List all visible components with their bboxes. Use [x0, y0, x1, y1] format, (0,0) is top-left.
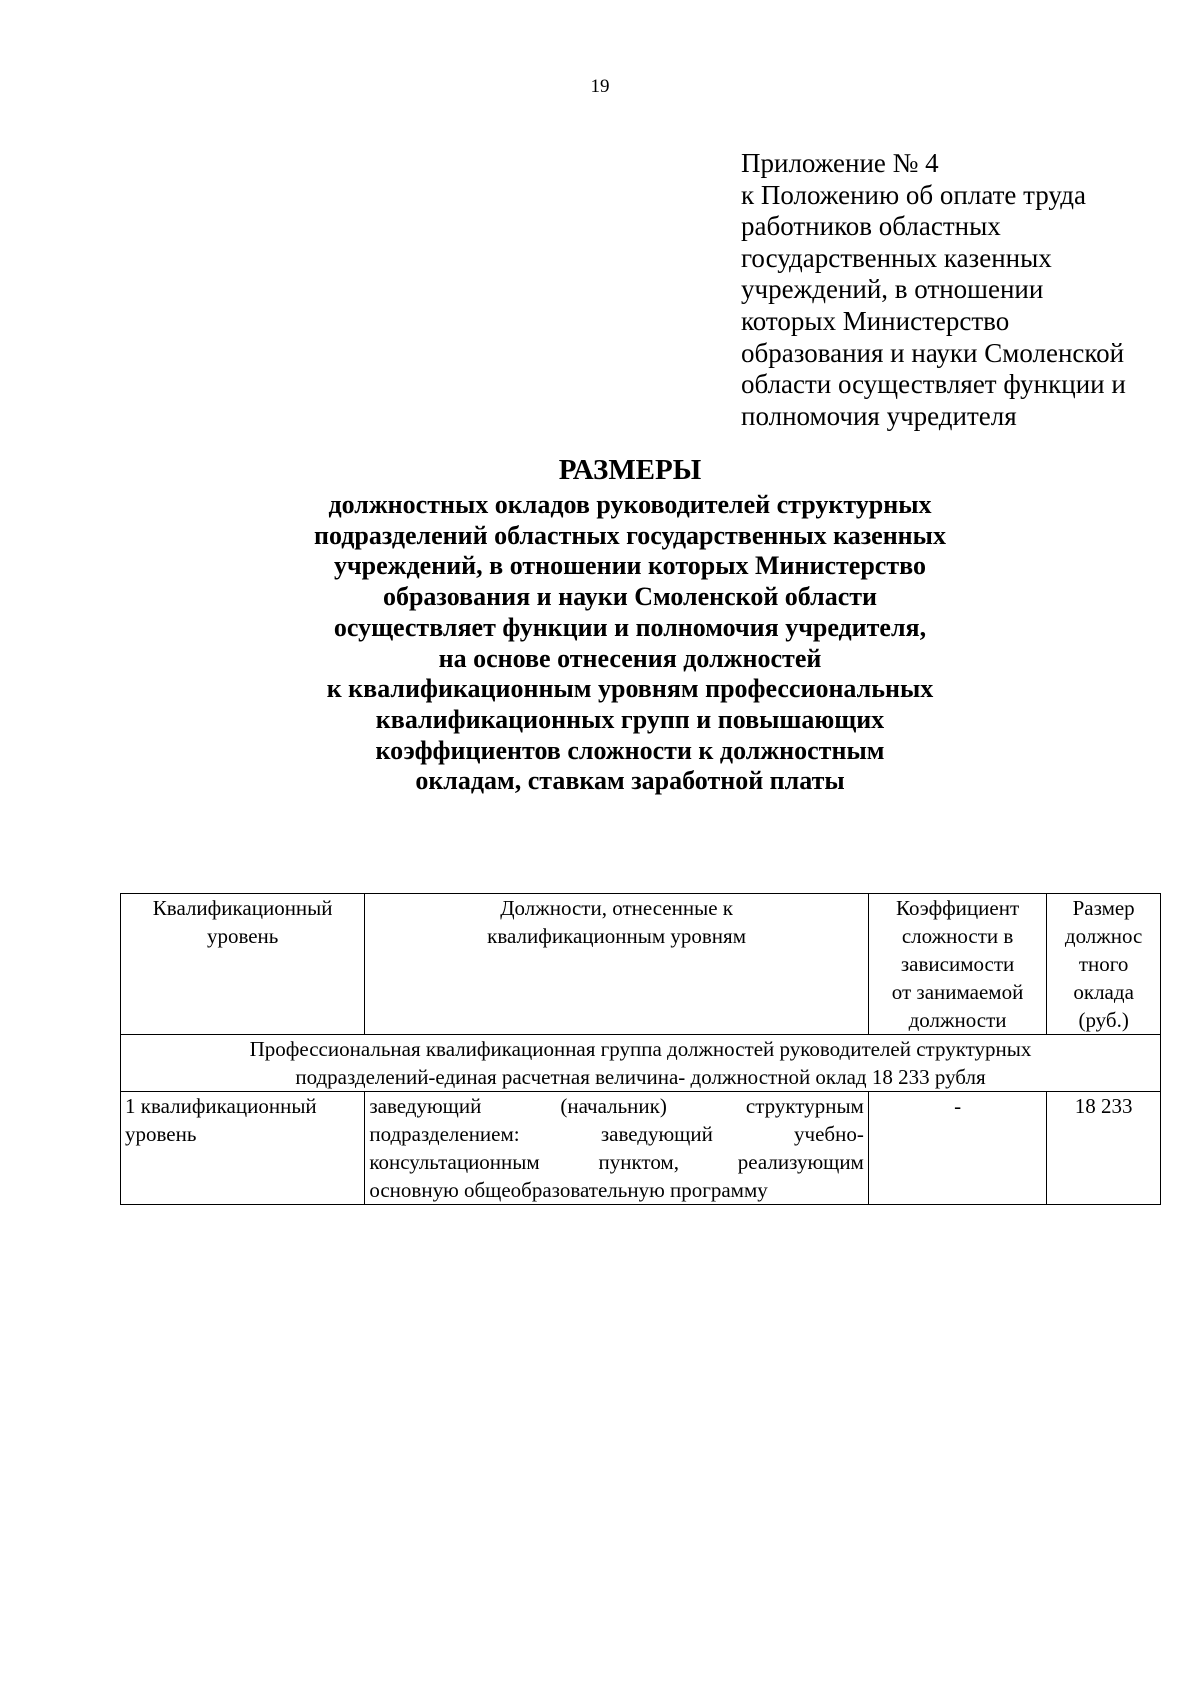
title-line: образования и науки Смоленской области — [382, 582, 878, 612]
header-level: Квалификационный уровень — [121, 894, 365, 1035]
header-coefficient: Коэффициент сложности в зависимости от занимаемой должности — [868, 894, 1046, 1035]
table-row — [121, 1092, 1161, 1205]
appendix-line: полномочия учредителя — [741, 400, 1017, 431]
appendix-line: Приложение № 4 — [741, 148, 939, 178]
title-line: на основе отнесения должностей — [438, 643, 822, 673]
appendix-line: которых Министерство — [741, 305, 1010, 336]
header-salary: Размер должнос тного оклада (руб.) — [1047, 894, 1161, 1035]
title-line: осуществляет функции и полномочия учредителя, — [333, 612, 927, 642]
title-line: учреждений, в отношении которых Министерство — [334, 551, 926, 581]
appendix-line: учреждений, в отношении — [741, 274, 1044, 305]
appendix-line: образования и науки Смоленской — [741, 337, 1125, 368]
title-line: к квалификационным уровням профессиональных — [326, 674, 934, 704]
row-coefficient: - — [868, 1092, 1046, 1205]
document-title — [250, 452, 1010, 797]
salary-table — [120, 893, 1161, 1205]
appendix-line: к Положению об оплате труда — [741, 179, 1086, 210]
appendix-heading — [741, 148, 1181, 432]
appendix-line: государственных казенных — [741, 242, 1052, 273]
title-line: квалификационных групп и повышающих — [375, 704, 885, 734]
header-positions: Должности, отнесенные к квалификационным уровням — [365, 894, 869, 1035]
row-salary: 18 233 — [1047, 1092, 1161, 1205]
title-line: должностных окладов руководителей структурных — [328, 490, 932, 519]
group-row — [121, 1035, 1161, 1092]
title-line: коэффициентов сложности к должностным — [375, 735, 885, 765]
table-header-row — [121, 894, 1161, 1035]
row-level: 1 квалификационный уровень — [121, 1092, 365, 1205]
row-positions: заведующий (начальник) структурным подразделением: заведующий учебно- консультационным пунктом, реализующим основную общеобразовательную программу — [365, 1092, 869, 1205]
appendix-line: области осуществляет функции и — [741, 369, 1126, 400]
title-main: РАЗМЕРЫ — [558, 454, 702, 486]
appendix-line: работников областных — [741, 211, 1001, 242]
title-line: подразделений областных государственных казенных — [314, 520, 946, 550]
page-number: 19 — [590, 76, 610, 97]
title-line: окладам, ставкам заработной платы — [415, 766, 845, 796]
group-title: Профессиональная квалификационная группа должностей руководителей структурных подразделений-единая расчетная величина- должностной оклад 18 233 рубля — [121, 1035, 1161, 1092]
